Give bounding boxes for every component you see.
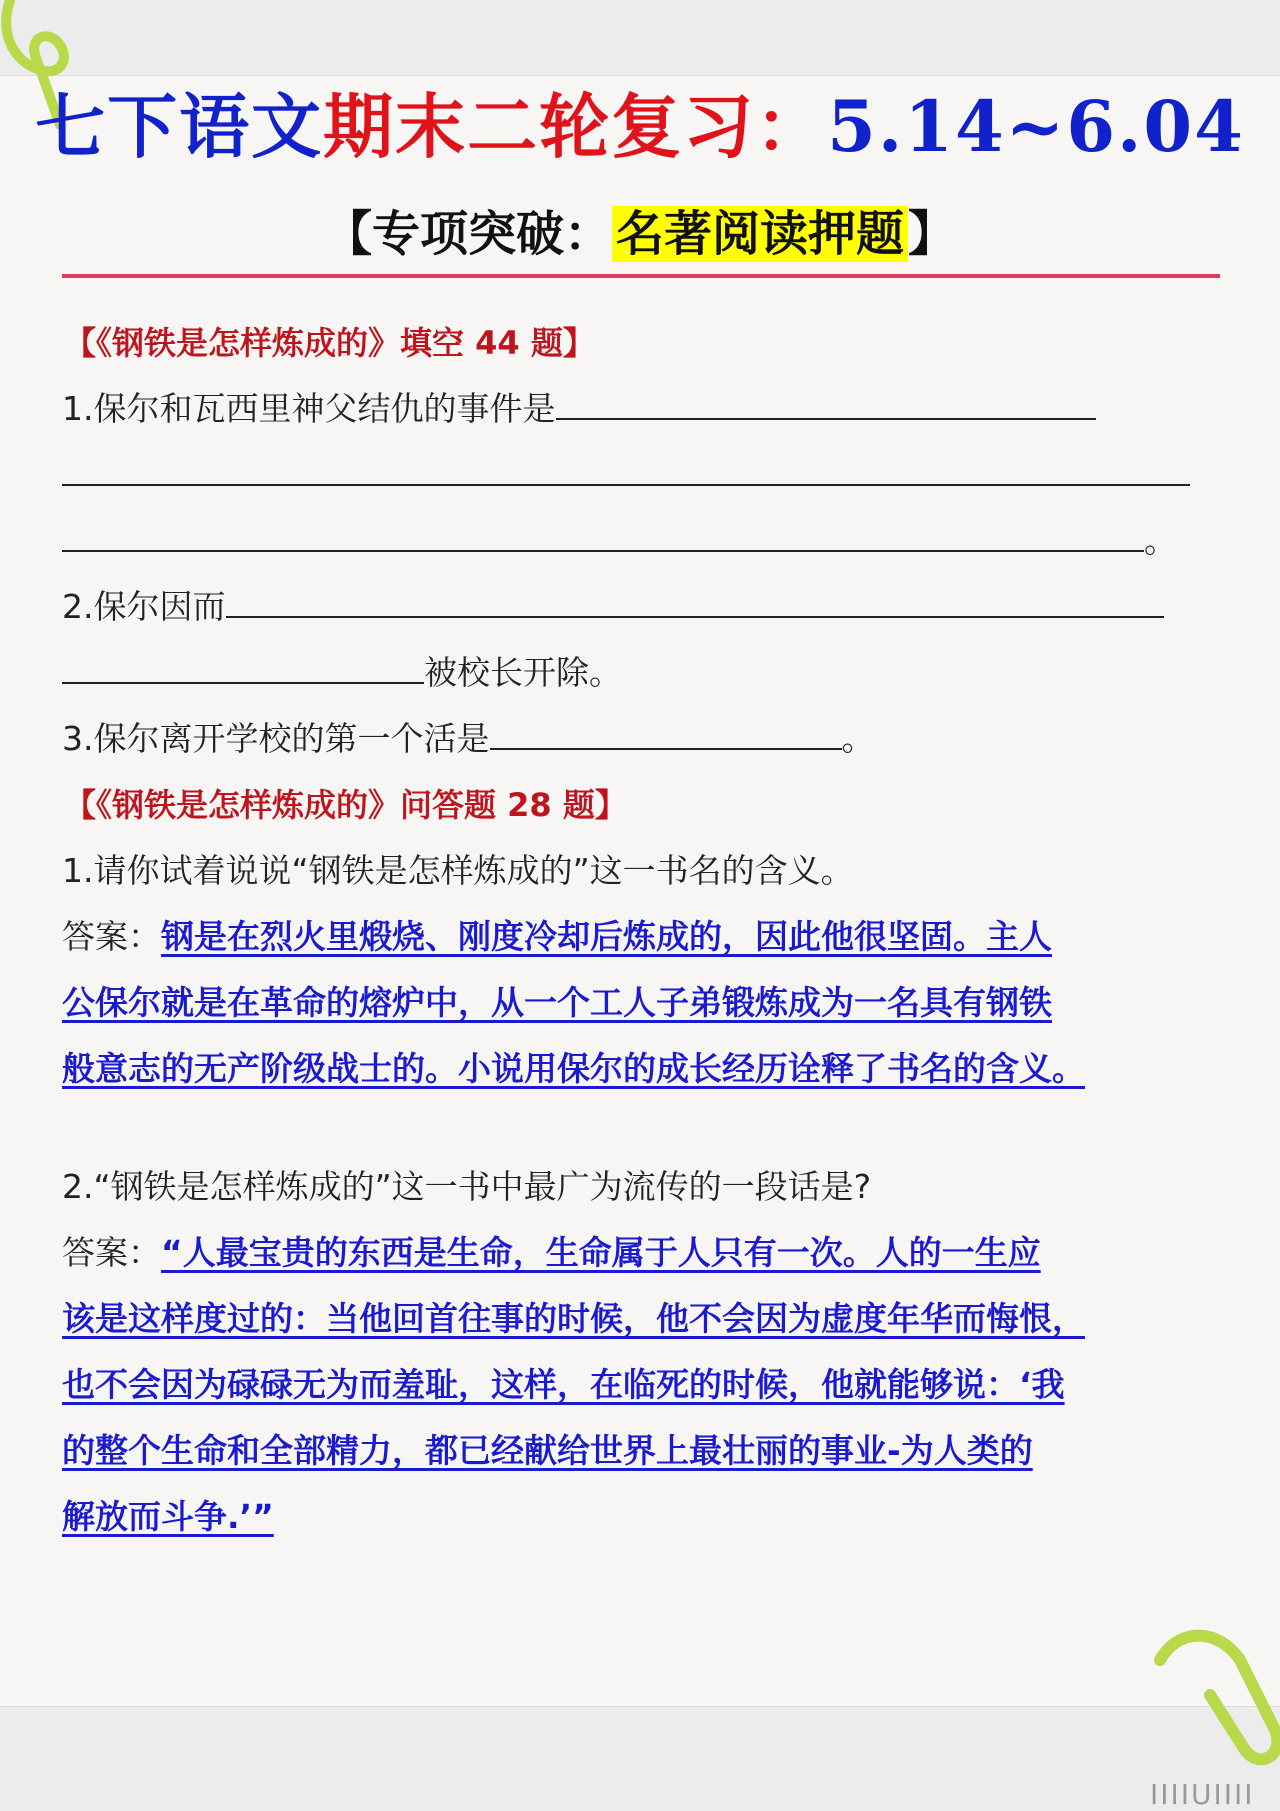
question-3 [62,706,1232,772]
qa-question-2: 2.“钢铁是怎样炼成的”这一书中最广为流传的一段话是? [62,1167,872,1206]
page-subtitle [0,196,1280,272]
section-heading-fill-in: 【《钢铁是怎样炼成的》填空 44 题】 [64,324,595,362]
title-part-2: 期末二轮复习： [323,85,828,168]
answer-blank [62,642,424,684]
page-title [0,82,1280,172]
header-divider [62,274,1220,278]
question-1-continued [62,508,1232,574]
question-end: 。 [1144,521,1177,560]
question-2-continued [62,640,1232,706]
answer-blank [62,510,1144,552]
answer-text: 公保尔就是在革命的熔炉中，从一个工人子弟锻炼成为一名具有钢铁 [62,983,1052,1022]
question-2 [62,574,1232,640]
section-heading-qa: 【《钢铁是怎样炼成的》问答题 28 题】 [64,786,627,824]
answer-blank [556,378,1096,420]
subtitle-open: 【专项突破： [323,206,612,262]
title-part-3: 5.14~6.04 [827,85,1245,168]
question-1-continued [62,442,1232,508]
question-end: 。 [841,719,875,758]
answer-label: 答案： [62,1233,161,1272]
answer-blank [226,576,1164,618]
paper-clip-icon [1150,1620,1280,1770]
answer-blank [490,708,842,750]
answer-text: 的整个生命和全部精力，都已经献给世界上最壮丽的事业-为人类的 [62,1431,1033,1470]
question-1 [62,376,1232,442]
answer-text: 也不会因为碌碌无为而羞耻，这样，在临死的时候，他就能够说：‘我 [62,1365,1065,1404]
answer-text: 该是这样度过的：当他回首往事的时候，他不会因为虚度年华而悔恨， [62,1299,1085,1338]
qa-answer-1 [62,904,1232,1102]
answer-text: 钢是在烈火里煅烧、刚度冷却后炼成的，因此他很坚固。主人 [161,917,1052,956]
question-tail: 被校长开除。 [424,653,622,692]
answer-text: 般意志的无产阶级战士的。小说用保尔的成长经历诠释了书名的含义。 [62,1049,1085,1088]
qa-answer-2 [62,1220,1232,1550]
question-text: 1.保尔和瓦西里神父结仇的事件是 [62,389,556,428]
subtitle-close: 】 [908,206,957,262]
main-content [62,310,1232,1550]
qa-question-1: 1.请你试着说说“钢铁是怎样炼成的”这一书名的含义。 [62,851,854,890]
watermark: IIIIUIIII [1150,1778,1255,1811]
question-text: 2.保尔因而 [62,587,226,626]
question-text: 3.保尔离开学校的第一个活是 [62,719,490,758]
answer-label: 答案： [62,917,161,956]
title-part-1: 七下语文 [35,85,324,168]
answer-text: 解放而斗争.’” [62,1497,274,1536]
answer-blank [62,444,1190,486]
answer-text: “人最宝贵的东西是生命，生命属于人只有一次。人的一生应 [161,1233,1041,1272]
subtitle-highlight: 名著阅读押题 [612,206,908,262]
